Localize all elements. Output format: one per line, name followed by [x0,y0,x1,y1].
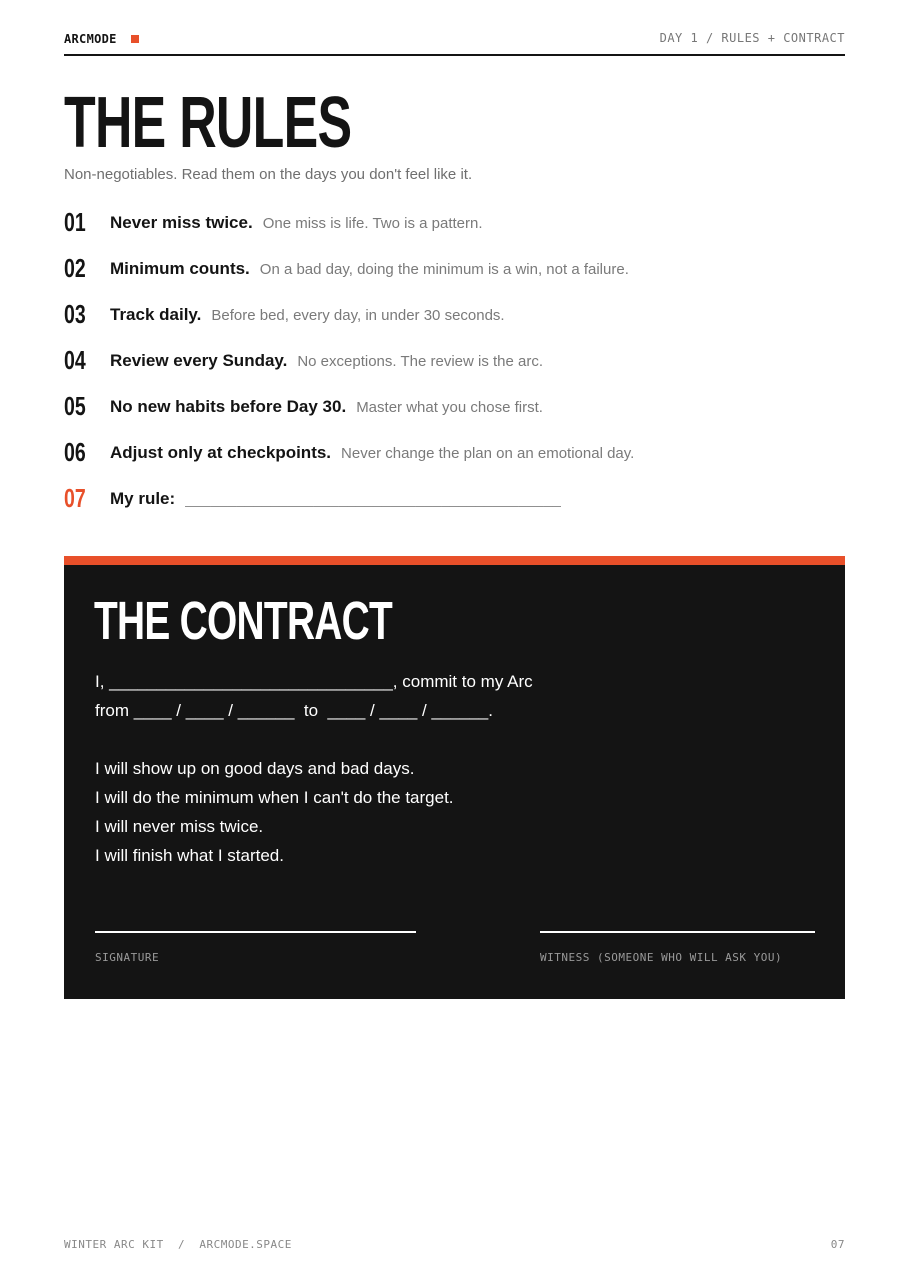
rule-title: Minimum counts. [110,259,250,278]
rule-description: Master what you chose first. [356,399,543,416]
footer-credit: WINTER ARC KIT / ARCMODE.SPACE [64,1238,292,1251]
rule-number: 06 [64,437,86,467]
rules-list [64,206,845,528]
rule-item [64,390,845,436]
rule-description: No exceptions. The review is the arc. [297,353,544,370]
rule-description: Before bed, every day, in under 30 seconds. [211,307,505,324]
pledge-line: I will never miss twice. [95,817,264,836]
witness-line[interactable] [540,931,815,933]
rule-description: On a bad day, doing the minimum is a win, not a failure. [259,261,629,278]
rules-heading [64,83,463,163]
custom-rule-blank[interactable]: ____________________________________________ [185,491,562,508]
custom-rule-item [64,482,845,528]
rule-title: No new habits before Day 30. [110,397,347,416]
contract-name-line[interactable]: I, ______________________________, commit to my Arc [95,672,533,691]
pledge-line: I will finish what I started. [95,846,284,865]
brand-square-icon [131,35,139,43]
rule-number: 04 [64,345,86,375]
brand-name: ARCMODE [64,32,117,46]
rule-item [64,344,845,390]
rule-number: 01 [64,207,86,237]
page-number: 07 [830,1238,845,1251]
pledge-line: I will show up on good days and bad days. [95,759,415,778]
rule-item [64,206,845,252]
rule-item [64,298,845,344]
rule-number: 05 [64,391,86,421]
contract-heading [94,593,508,649]
rules-subtitle: Non-negotiables. Read them on the days you don't feel like it. [64,166,473,183]
rule-number: 02 [64,253,86,283]
rule-description: Never change the plan on an emotional day. [341,445,635,462]
rule-description: One miss is life. Two is a pattern. [262,215,483,232]
rules-title: THE RULES [64,83,352,163]
rule-item [64,252,845,298]
rule-item [64,436,845,482]
contract-body [95,667,533,870]
signature-line[interactable] [95,931,416,933]
rule-title: Adjust only at checkpoints. [110,443,332,462]
contract-date-line[interactable]: from ____ / ____ / ______ to ____ / ____ / ______. [95,701,493,720]
signature-label: SIGNATURE [95,951,160,964]
custom-rule-label: My rule: [110,489,176,508]
section-tag: DAY 1 / RULES + CONTRACT [659,31,845,45]
pledge-line: I will do the minimum when I can't do the target. [95,788,454,807]
contract-title: THE CONTRACT [94,591,393,651]
witness-label: WITNESS (SOMEONE WHO WILL ASK YOU) [540,951,783,964]
rule-number: 03 [64,299,86,329]
rule-title: Never miss twice. [110,213,253,232]
header-bar [64,30,845,56]
custom-rule-number: 07 [64,483,86,513]
rule-title: Review every Sunday. [110,351,288,370]
contract-panel [64,556,845,999]
rule-title: Track daily. [110,305,202,324]
